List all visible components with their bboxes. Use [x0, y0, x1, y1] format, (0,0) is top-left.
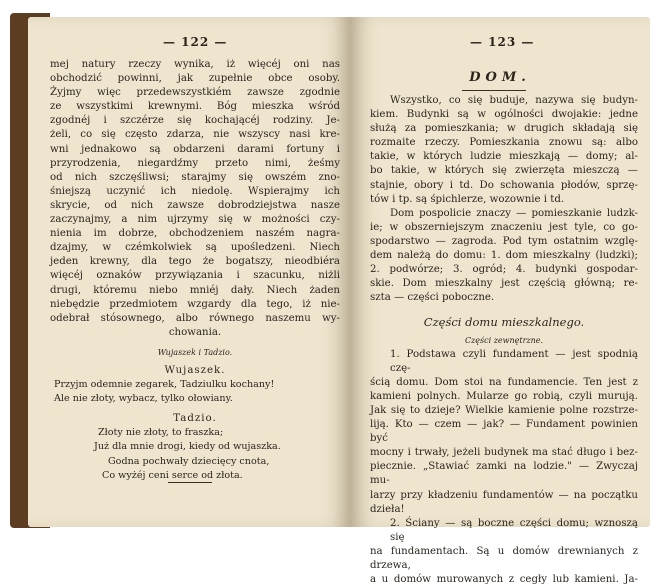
text-line: zgodnéj i szczérze się kochającéj rodziny. Je-: [50, 115, 340, 127]
text-line: kamieni polnych. Mularze go robią, czyli murują.: [370, 390, 638, 402]
text-line: od nich szczęśliwsi; starajmy się owszém zno-: [50, 171, 340, 183]
text-line: żeli, co się często zdarza, nie wszyscy nasi kre-: [50, 129, 340, 141]
page-number: — 123 —: [470, 35, 535, 49]
text-line: skie. Dom mieszkalny jest częścią główną; re-: [370, 278, 638, 290]
text-line: przyrodzenia, niegardźmy przeto nimi, żeśmy: [50, 157, 340, 169]
text-line: Jak się to dzieje? Wielkie kamienie polne rozstrze-: [370, 404, 638, 416]
dialog-line: Co wyżéj ceni serce od złota.: [102, 469, 243, 481]
text-line: larzy przy kładzeniu fundamentów — na początku: [370, 489, 638, 501]
text-line: obchodzić powinni, jak zupełnie obce osoby.: [50, 73, 340, 85]
text-line: odebrał stósownego, albo równego naszemu wy-: [50, 312, 340, 324]
dialog-heading: Wujaszek i Tadzio.: [157, 347, 233, 357]
text-line: mocny i trwały, jeżeli budynek ma stać długo i bez-: [370, 447, 638, 459]
text-line: bo takie, w których się zwierzęta mieszczą —: [370, 165, 638, 177]
text-line: 2. podwórze; 3. ogród; 4. budynki gospodar-: [370, 264, 638, 276]
text-line: zaczynajmy, a nim ujrzymy się w możności czy-: [50, 214, 340, 226]
text-line: 2. Ściany — są boczne części domu; wznoszą się: [390, 517, 638, 543]
text-line: 1. Podstawa czyli fundament — jest spodnią czę-: [390, 348, 638, 374]
text-line: służą za pomieszkania; w drugich składają się: [370, 123, 638, 135]
text-line: rozmaite rzeczy. Pomieszkania znowu są: albo: [370, 137, 638, 149]
right-text: [370, 94, 638, 587]
text-line: nienia im dobrze, obchodzeniem naszém nagra-: [50, 228, 340, 240]
text-line: więcéj oznaków przywiązania i szacunku, niżli: [50, 270, 340, 282]
text-line: śniejszą uczynić ich niedolę. Wspierajmy ich: [50, 185, 340, 197]
text-line: kiem. Budynki są w ogólności dwojakie: jedne: [370, 109, 638, 121]
text-line: spodarstwo — zagroda. Pod tym ostatnim wzglę-: [370, 235, 638, 247]
text-line: skrycie, od nich zawsze dobrodziejstwa nasze: [50, 199, 340, 211]
speaker-name: Tadzio.: [173, 413, 217, 425]
text-line: ścią domu. Dom stoi na fundamencie. Ten jest z: [370, 376, 638, 388]
section-title: Części domu mieszkalnego.: [423, 315, 585, 330]
dialog-line: Złoty nie złoty, to fraszka;: [98, 427, 224, 439]
text-line: niebędzie przedmiotem wzgardy dla tego, iż nie-: [50, 298, 340, 310]
text-line: Wszystko, co się buduje, nazywa się budyn-: [390, 95, 638, 106]
dialog-line: Ale nie złoty, wybacz, tylko ołowiany.: [54, 393, 233, 405]
title-rule: [462, 90, 526, 91]
left-page: [28, 17, 350, 527]
open-book: [10, 13, 650, 586]
text-line: takie, w których ludzie mieszkają — domy; al-: [370, 151, 638, 163]
dialog-line: Przyjm odemnie zegarek, Tadziulku kochany!: [54, 379, 275, 391]
text-line: drugi, któremu niebo mniéj dały. Niech żaden: [50, 284, 340, 296]
subsection-title: Części zewnętrzne.: [464, 335, 544, 345]
text-line: jeden krewny, dla tego że bogatszy, nieodbiéra: [50, 256, 340, 268]
right-page: [350, 17, 650, 586]
text-line: na fundamentach. Są u domów drewnianych z drzewa,: [370, 545, 638, 571]
text-line: ie; w obszerniejszym znaczeniu jest tyle, co go-: [370, 221, 638, 233]
end-rule: [168, 482, 212, 483]
text-line: dem należą do domu: 1. dom mieszkalny (ludzki);: [370, 250, 638, 262]
text-line: wni jednakowo są obdarzeni darami fortuny i: [50, 143, 340, 155]
text-line: tów i tp. są śpichlerze, wozownie i td.: [370, 193, 565, 205]
text-line: ze wszystkimi krewnymi. Bóg mieszka wśród: [50, 101, 340, 113]
text-line: piecznie. „Stawiać zamki na lodzie." — Zwyczaj mu-: [370, 461, 638, 487]
text-line: szta — części poboczne.: [370, 292, 495, 304]
text-line: Dom pospolicie znaczy — pomieszkanie ludzk-: [390, 207, 638, 219]
page-number: — 122 —: [163, 35, 228, 49]
text-line: stajnie, obory i td. Do schowania płodów, sprzę-: [370, 179, 638, 191]
text-line: chowania.: [168, 326, 222, 338]
dialog-line: Godna pochwały dziecięcy cnota,: [108, 455, 270, 467]
text-line: a u domów murowanych z cegły lub kamieni. Ja-: [370, 574, 638, 586]
text-line: Żyjmy więc przedewszystkiém zawsze zgodnie: [50, 87, 340, 99]
text-line: dzieła!: [370, 503, 405, 515]
text-line: dzajmy, w czémkolwiek są upośledzeni. Niech: [50, 242, 340, 254]
text-line: mej natury rzeczy wynika, iż więcéj oni nas: [50, 59, 340, 70]
speaker-name: Wujaszek.: [164, 364, 226, 376]
dialog-line: Już dla mnie drogi, kiedy od wujaszka.: [94, 441, 281, 453]
left-text: [50, 58, 340, 483]
text-line: liją. Kto — czem — jak? — Fundament powinien być: [370, 419, 638, 445]
chapter-title: DOM.: [469, 70, 531, 85]
